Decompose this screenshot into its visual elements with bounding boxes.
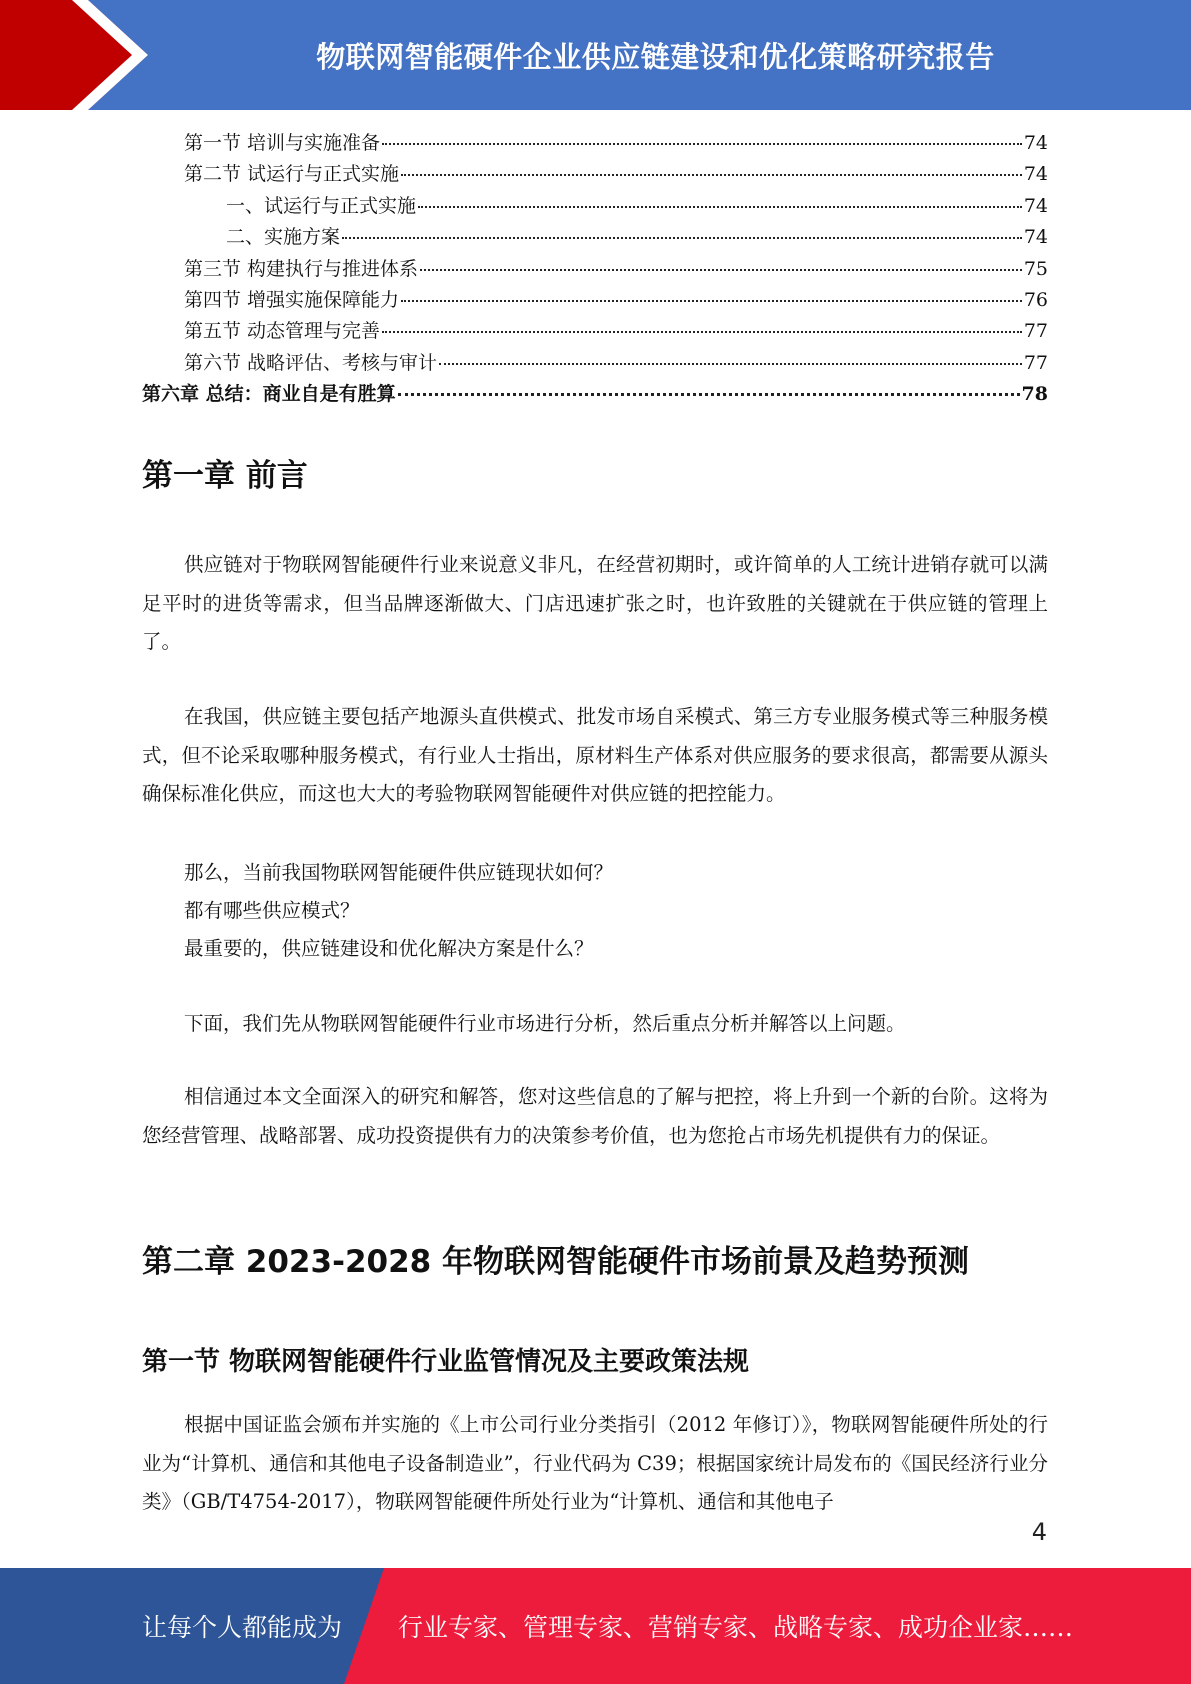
toc-entry[interactable] bbox=[142, 348, 1048, 379]
report-footer bbox=[0, 1568, 1191, 1684]
page-number: 4 bbox=[1031, 1518, 1047, 1546]
toc-entry[interactable] bbox=[142, 128, 1048, 159]
report-title: 物联网智能硬件企业供应链建设和优化策略研究报告 bbox=[316, 39, 995, 74]
toc-leader-dots bbox=[401, 300, 1022, 302]
toc-entry[interactable] bbox=[142, 285, 1048, 316]
toc-leader-dots bbox=[342, 237, 1022, 239]
toc-entry-label: 二、实施方案 bbox=[226, 226, 341, 249]
toc-entry-page: 77 bbox=[1023, 351, 1048, 374]
toc-chapter-entry[interactable] bbox=[142, 379, 1048, 410]
chapter-1-paragraph-4: 相信通过本文全面深入的研究和解答，您对这些信息的了解与把控，将上升到一个新的台阶。这将为您经营管理、战略部署、成功投资提供有力的决策参考价值，也为您抢占市场先机提供有力的保证。 bbox=[142, 1085, 1048, 1147]
question-2: 都有哪些供应模式？ bbox=[184, 899, 360, 922]
toc-entry-label: 第六章 总结：商业自是有胜算 bbox=[142, 383, 396, 406]
chapter-1-heading: 第一章 前言 bbox=[142, 458, 308, 494]
toc-entry-page: 76 bbox=[1023, 288, 1048, 311]
report-header bbox=[0, 0, 1191, 110]
toc-entry-label: 第一节 培训与实施准备 bbox=[184, 132, 381, 154]
toc-entry-page: 75 bbox=[1023, 257, 1048, 280]
question-1: 那么，当前我国物联网智能硬件供应链现状如何？ bbox=[184, 861, 614, 884]
toc-leader-dots bbox=[401, 174, 1022, 176]
toc-entry-page: 78 bbox=[1021, 383, 1048, 406]
toc-entry[interactable] bbox=[142, 159, 1048, 190]
toc-entry-page: 74 bbox=[1023, 132, 1048, 154]
toc-entry[interactable] bbox=[142, 316, 1048, 347]
toc-leader-dots bbox=[382, 331, 1022, 333]
toc-leader-dots bbox=[382, 143, 1022, 145]
chapter-1-paragraph-2: 在我国，供应链主要包括产地源头直供模式、批发市场自采模式、第三方专业服务模式等三种服务模式，但不论采取哪种服务模式，有行业人士指出，原材料生产体系对供应服务的要求很高，都需要从源头确保标准化供应，而这也大大的考验物联网智能硬件对供应链的把控能力。 bbox=[142, 705, 1048, 805]
toc-entry-label: 第五节 动态管理与完善 bbox=[184, 320, 381, 343]
toc-entry-page: 77 bbox=[1023, 320, 1048, 343]
toc-entry-page: 74 bbox=[1023, 194, 1048, 217]
toc-entry-label: 第三节 构建执行与推进体系 bbox=[184, 257, 419, 280]
chapter-1-paragraph-3: 下面，我们先从物联网智能硬件行业市场进行分析，然后重点分析并解答以上问题。 bbox=[184, 1012, 906, 1035]
toc-entry-page: 74 bbox=[1023, 226, 1048, 249]
section-1-heading: 第一节 物联网智能硬件行业监管情况及主要政策法规 bbox=[142, 1347, 750, 1377]
toc-leader-dots bbox=[398, 393, 1020, 396]
toc-entry-label: 一、试运行与正式实施 bbox=[226, 194, 417, 217]
toc-entry[interactable] bbox=[142, 191, 1048, 222]
chapter-1-paragraph-1: 供应链对于物联网智能硬件行业来说意义非凡，在经营初期时，或许简单的人工统计进销存就可以满足平时的进货等需求，但当品牌逐渐做大、门店迅速扩张之时，也许致胜的关键就在于供应链的管理上了。 bbox=[142, 553, 1048, 653]
toc-entry[interactable] bbox=[142, 222, 1048, 253]
toc-leader-dots bbox=[418, 206, 1022, 208]
toc-entry-label: 第四节 增强实施保障能力 bbox=[184, 288, 400, 311]
toc-entry[interactable] bbox=[142, 254, 1048, 285]
table-of-contents bbox=[142, 128, 1048, 411]
question-3: 最重要的，供应链建设和优化解决方案是什么？ bbox=[184, 937, 594, 960]
footer-slogan-left: 让每个人都能成为 bbox=[142, 1613, 343, 1642]
toc-entry-label: 第六节 战略评估、考核与审计 bbox=[184, 351, 438, 374]
chapter-2-paragraph-1: 根据中国证监会颁布并实施的《上市公司行业分类指引（2012 年修订）》，物联网智能硬件所处的行业为“计算机、通信和其他电子设备制造业”，行业代码为 C39；根据国家统计局发布的《国民经济行业分类》（GB/T4754-2017），物联网智能硬件所处行业为“计算机、通信和其他电子 bbox=[142, 1413, 1048, 1513]
red-chevron-icon bbox=[0, 0, 150, 110]
toc-entry-label: 第二节 试运行与正式实施 bbox=[184, 163, 400, 186]
toc-leader-dots bbox=[439, 363, 1022, 365]
chapter-2-heading: 第二章 2023-2028 年物联网智能硬件市场前景及趋势预测 bbox=[142, 1244, 970, 1280]
toc-leader-dots bbox=[420, 269, 1022, 271]
toc-entry-page: 74 bbox=[1023, 163, 1048, 186]
footer-slogan-right: 行业专家、管理专家、营销专家、战略专家、成功企业家…… bbox=[398, 1613, 1074, 1642]
